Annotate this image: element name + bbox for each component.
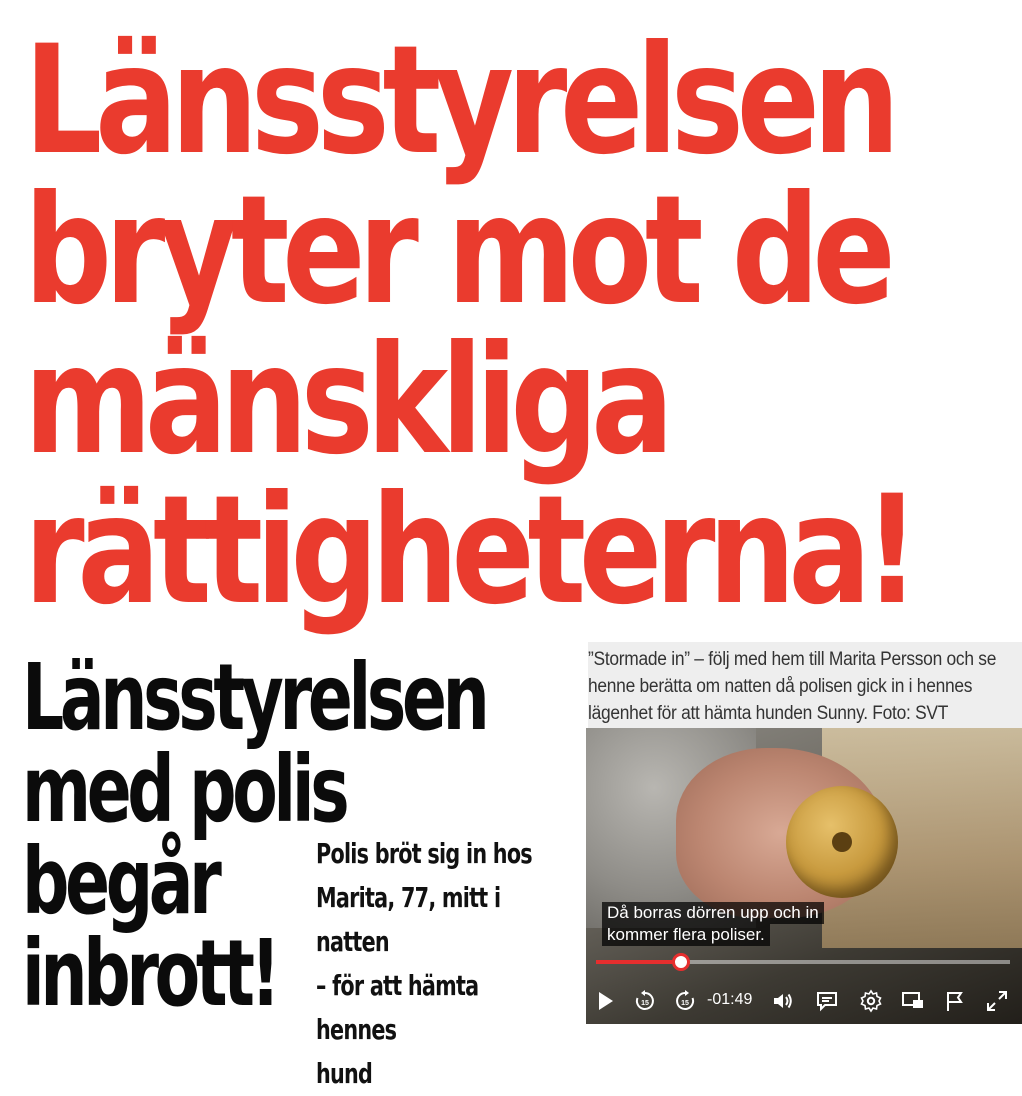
rewind-15-icon — [633, 989, 657, 1013]
airplay-icon — [901, 989, 925, 1013]
video-subtitles — [602, 902, 824, 946]
skip-forward-label: 15 — [681, 1000, 689, 1007]
main-headline — [24, 14, 913, 638]
settings-icon — [859, 989, 883, 1013]
volume-button[interactable] — [770, 988, 796, 1014]
volume-icon — [771, 989, 795, 1013]
article-teaser[interactable]: Polis bröt sig in hos Marita, 77, mitt i natten – för att hämta hennes hund — [316, 837, 532, 1090]
progress-scrubber[interactable] — [672, 953, 690, 971]
video-caption — [588, 642, 1022, 730]
subtitle-line: kommer flera poliser. — [602, 924, 770, 946]
video-player[interactable] — [586, 728, 1022, 1024]
play-button[interactable] — [592, 988, 618, 1014]
headline-line: Länsstyrelsen — [24, 14, 893, 188]
airplay-button[interactable] — [900, 988, 926, 1014]
fullscreen-icon — [985, 989, 1009, 1013]
progress-fill — [596, 960, 681, 964]
time-remaining: -01:49 — [707, 991, 753, 1008]
subhead-line: begår — [22, 828, 218, 935]
headline-line: rättigheterna! — [24, 464, 913, 638]
forward-15-button[interactable] — [672, 988, 698, 1014]
player-controls — [586, 980, 1022, 1020]
subhead-line: inbrott! — [22, 920, 277, 1027]
fullscreen-button[interactable] — [984, 988, 1010, 1014]
subhead-line: med polis — [22, 736, 346, 843]
subhead-line: Länsstyrelsen — [22, 644, 486, 751]
video-frame-keyhole — [832, 832, 852, 852]
play-icon — [593, 989, 617, 1013]
progress-bar[interactable] — [596, 960, 1010, 964]
settings-button[interactable] — [858, 988, 884, 1014]
headline-line: bryter mot de — [24, 164, 889, 338]
rewind-15-button[interactable] — [632, 988, 658, 1014]
flag-icon — [943, 989, 967, 1013]
caption-text: ”Stormade in” – följ med hem till Marita Persson och se henne berätta om natten då polisen gick in i hennes lägenhet för att hämta hunden Sunny. Foto: SVT — [588, 649, 997, 724]
report-button[interactable] — [942, 988, 968, 1014]
forward-15-icon — [673, 989, 697, 1013]
headline-line: mänskliga — [24, 314, 667, 488]
subtitles-icon — [815, 989, 839, 1013]
subtitle-line: Då borras dörren upp och in — [602, 902, 824, 924]
skip-back-label: 15 — [641, 1000, 649, 1007]
subtitles-button[interactable] — [814, 988, 840, 1014]
